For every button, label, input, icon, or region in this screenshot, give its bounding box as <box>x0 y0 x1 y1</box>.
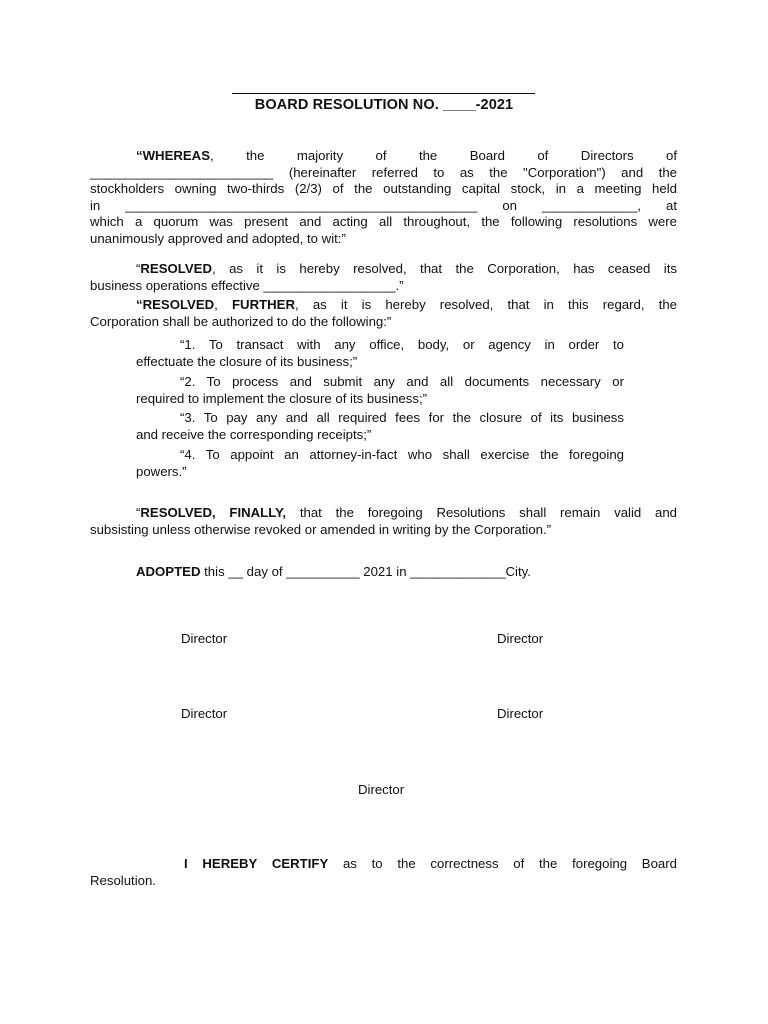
resolved-further-lead: “RESOLVED <box>136 297 215 312</box>
resolved-lead: RESOLVED <box>140 261 212 276</box>
signatory-director-1: Director <box>181 631 228 646</box>
signatory-director-5: Director <box>358 782 405 797</box>
resolved-further-comma: , <box>214 297 218 312</box>
list-item <box>136 447 624 480</box>
certify-line-2: Resolution. <box>90 872 156 888</box>
list-item <box>136 410 624 443</box>
signatory-director-2: Director <box>497 631 544 646</box>
resolved-quote: “ <box>136 261 141 276</box>
whereas-line-3: stockholders owning two-thirds (2/3) of the outstanding capital stock, in a meeting held <box>90 181 677 197</box>
resolved-finally-lead: RESOLVED, FINALLY, <box>140 505 287 520</box>
resolved-finally-paragraph <box>90 505 677 538</box>
whereas-line-4: in ________________________________________________ on _____________, at <box>90 197 677 213</box>
whereas-line-2: _________________________ (hereinafter referred to as the "Corporation") and the <box>90 164 677 180</box>
resolved-paragraph <box>90 261 677 294</box>
whereas-line-1: , the majority of the Board of Directors of <box>210 148 677 163</box>
document-title: BOARD RESOLUTION NO. ____-2021 <box>254 97 514 113</box>
whereas-line-6: unanimously approved and adopted, to wit:” <box>90 230 346 246</box>
resolved-finally-quote: “ <box>136 505 141 520</box>
resolved-further-line-1: , as it is hereby resolved, that in this regard, the <box>295 297 677 312</box>
adopted-paragraph <box>90 564 677 581</box>
resolved-further-paragraph <box>90 297 677 330</box>
item-3-line-2: and receive the corresponding receipts;” <box>136 426 372 442</box>
whereas-line-5: which a quorum was present and acting all throughout, the following resolutions were <box>90 214 677 230</box>
signatory-director-4: Director <box>497 706 544 721</box>
signatory-director-3: Director <box>181 706 228 721</box>
adopted-lead: ADOPTED <box>136 564 201 579</box>
certify-line-1: as to the correctness of the foregoing Board <box>328 856 677 871</box>
resolved-line-2: business operations effective __________________.” <box>90 277 404 293</box>
item-4-line-1: “4. To appoint an attorney-in-fact who shall exercise the foregoing <box>180 447 624 462</box>
item-1-line-2: effectuate the closure of its business;” <box>136 353 358 369</box>
resolved-further-lead-2: FURTHER <box>232 297 296 312</box>
certify-lead: I HEREBY CERTIFY <box>184 856 329 871</box>
list-item <box>136 374 624 407</box>
resolved-finally-line-1: that the foregoing Resolutions shall remain valid and <box>286 505 678 520</box>
list-item <box>136 337 624 370</box>
whereas-lead: “WHEREAS <box>136 148 210 163</box>
whereas-paragraph <box>90 148 677 248</box>
item-2-line-2: required to implement the closure of its business;” <box>136 390 427 406</box>
item-2-line-1: “2. To process and submit any and all documents necessary or <box>180 374 624 389</box>
resolved-line-1: , as it is hereby resolved, that the Corporation, has ceased its <box>211 261 677 276</box>
item-4-line-2: powers.” <box>136 463 187 479</box>
item-1-line-1: “1. To transact with any office, body, or agency in order to <box>180 337 624 352</box>
resolved-finally-line-2: subsisting unless otherwise revoked or amended in writing by the Corporation.” <box>90 521 552 537</box>
title-signature-line <box>232 93 535 94</box>
adopted-text: this __ day of __________ 2021 in _____________City. <box>200 564 531 579</box>
certify-paragraph <box>90 856 677 889</box>
item-3-line-1: “3. To pay any and all required fees for the closure of its business <box>180 410 624 425</box>
resolved-further-line-2: Corporation shall be authorized to do the following:” <box>90 313 392 329</box>
